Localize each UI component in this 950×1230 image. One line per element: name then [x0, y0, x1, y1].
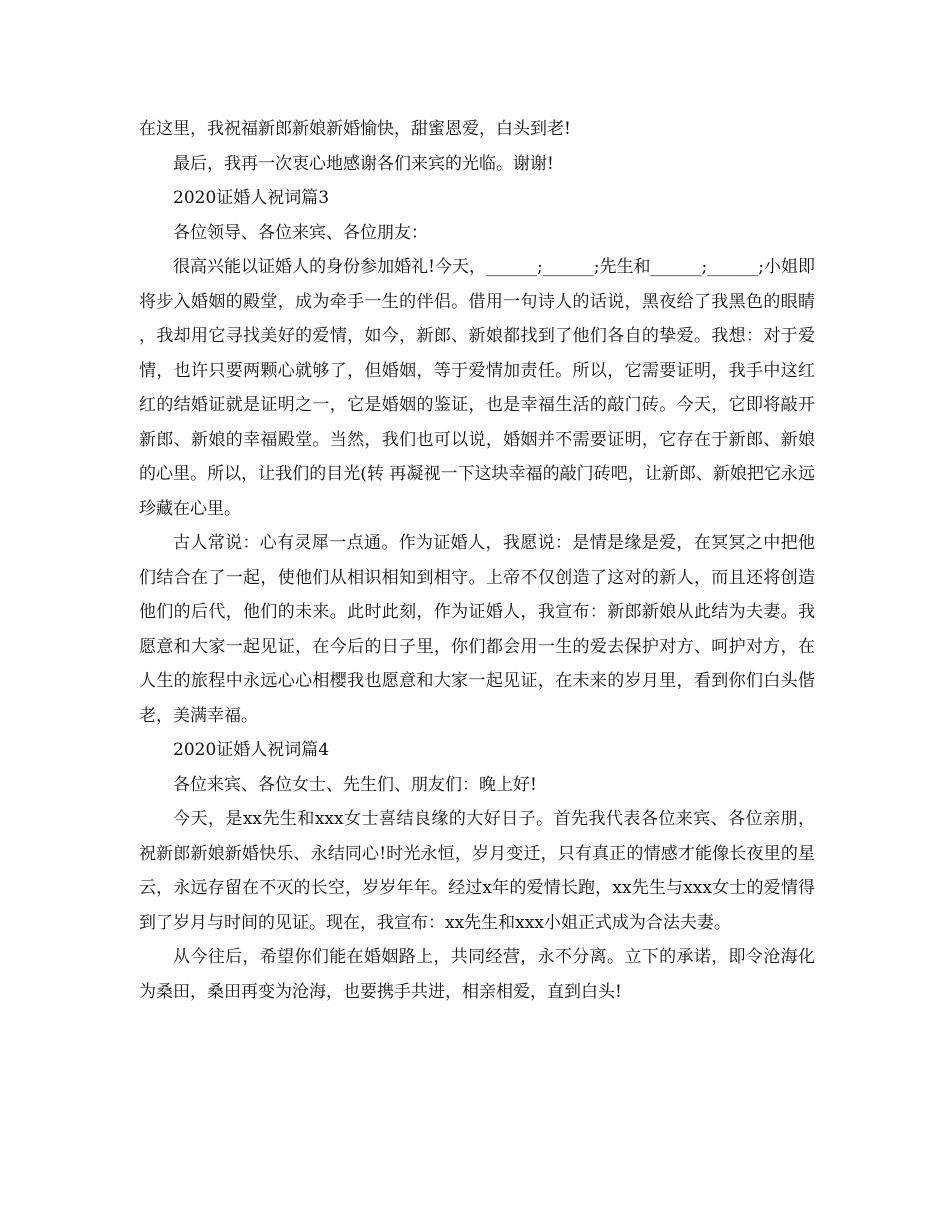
paragraph-greeting-3: 各位领导、各位来宾、各位朋友：	[173, 222, 428, 243]
paragraph-speech-3a: 很高兴能以证婚人的身份参加婚礼!今天，______;______;先生和______;______;小姐即将步入婚姻的殿堂，成为牵手一生的伴侣。借用一句诗人的话说，黑夜给了我黑色的眼睛，我却用它寻找美好的爱情，如今，新郎、新娘都找到了他们各自的挚爱。我想：对于爱情，也许只要两颗心就够了，但婚姻，等于爱情加责任。所以，它需要证明，我手中这红红的结婚证就是证明之一，它是婚姻的鉴证，也是幸福生活的敲门砖。今天，它即将敲开新郎、新娘的幸福殿堂。当然，我们也可以说，婚姻并不需要证明，它存在于新郎、新娘的心里。所以，让我们的目光(转 再凝视一下这块幸福的敲门砖吧，让新郎、新娘把它永远珍藏在心里。	[139, 257, 815, 519]
section-heading-3: 2020证婚人祝词篇3	[173, 188, 330, 208]
paragraph-blessing: 在这里，我祝福新郎新娘新婚愉快，甜蜜恩爱，白头到老!	[139, 119, 571, 139]
paragraph-speech-3b: 古人常说：心有灵犀一点通。作为证婚人，我愿说：是情是缘是爱，在冥冥之中把他们结合在了一起，使他们从相识相知到相守。上帝不仅创造了这对的新人，而且还将创造他们的后代，他们的未来。此时此刻，作为证婚人，我宣布：新郎新娘从此结为夫妻。我愿意和大家一起见证，在今后的日子里，你们都会用一生的爱去保护对方、呵护对方，在人生的旅程中永远心心相樱我也愿意和大家一起见证，在未来的岁月里，看到你们白头偕老，美满幸福。	[139, 533, 815, 726]
paragraph-thanks: 最后，我再一次衷心地感谢各们来宾的光临。谢谢!	[173, 153, 554, 174]
paragraph-greeting-4: 各位来宾、各位女士、先生们、朋友们：晚上好!	[173, 774, 537, 795]
document-page	[139, 112, 815, 1009]
section-heading-4: 2020证婚人祝词篇4	[173, 740, 330, 760]
paragraph-speech-4b: 从今往后，希望你们能在婚姻路上，共同经营，永不分离。立下的承诺，即令沧海化为桑田，桑田再变为沧海，也要携手共进，相亲相爱，直到白头!	[139, 947, 815, 1002]
paragraph-speech-4a: 今天，是xx先生和xxx女士喜结良缘的大好日子。首先我代表各位来宾、各位亲朋，祝新郎新娘新婚快乐、永结同心!时光永恒，岁月变迁，只有真正的情感才能像长夜里的星云，永远存留在不灭的长空，岁岁年年。经过x年的爱情长跑，xx先生与xxx女士的爱情得到了岁月与时间的见证。现在，我宣布：xx先生和xxx小姐正式成为合法夫妻。	[139, 809, 815, 933]
